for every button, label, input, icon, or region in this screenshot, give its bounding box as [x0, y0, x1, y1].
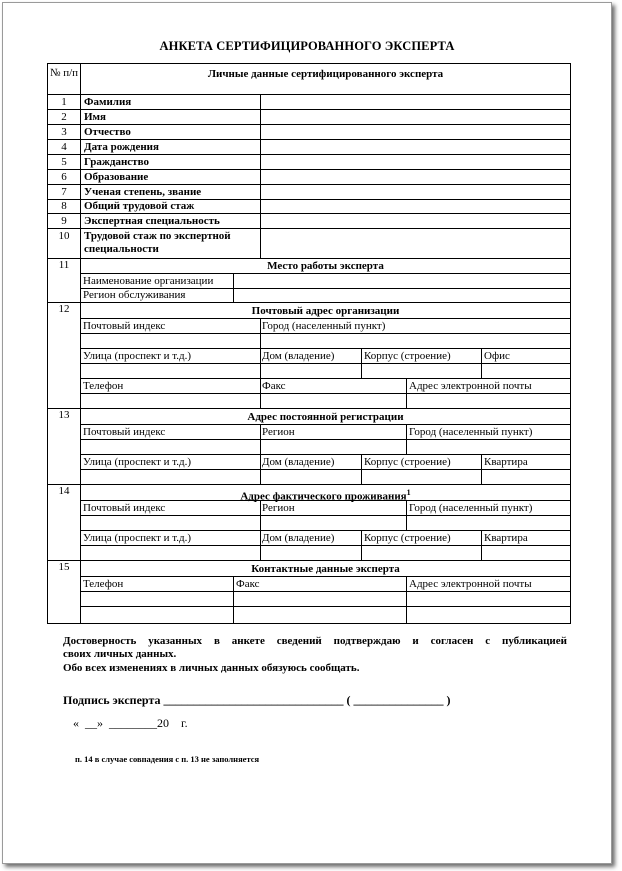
- row-number: 13: [58, 409, 70, 421]
- row-divider: [48, 302, 570, 303]
- field-label-education: Образование: [84, 171, 149, 183]
- field-label-office: Офис: [484, 350, 510, 362]
- column-divider: [406, 576, 407, 623]
- field-label-apartment: Квартира: [484, 532, 528, 544]
- row-number: 14: [58, 485, 70, 497]
- field-label-patronymic: Отчество: [84, 126, 131, 138]
- row-number: 9: [61, 215, 67, 227]
- row-number: 7: [61, 186, 67, 198]
- row-divider: [80, 500, 570, 501]
- field-label-name: Имя: [84, 111, 106, 123]
- row-divider: [80, 469, 570, 470]
- section-residence-title: Адрес фактического проживания$^1$: [240, 488, 411, 503]
- row-divider: [80, 393, 570, 394]
- row-divider: [48, 484, 570, 485]
- confirmation-line-2: своих личных данных.: [63, 648, 177, 660]
- row-number: 6: [61, 171, 67, 183]
- field-label-specialty: Экспертная специальность: [84, 215, 220, 227]
- field-label-phone: Телефон: [83, 380, 124, 392]
- field-label-phone: Телефон: [83, 578, 124, 590]
- section-org-address-title: Почтовый адрес организации: [251, 305, 400, 317]
- row-divider: [48, 213, 570, 214]
- row-number: 5: [61, 156, 67, 168]
- row-divider: [48, 560, 570, 561]
- column-divider: [233, 576, 234, 623]
- value-column-divider: [260, 94, 261, 258]
- row-divider: [48, 154, 570, 155]
- column-divider: [260, 318, 261, 378]
- row-number: 11: [58, 259, 70, 271]
- row-divider: [80, 378, 570, 379]
- row-number: 15: [58, 561, 70, 573]
- field-label-degree: Ученая степень, звание: [84, 186, 202, 198]
- notify-statement: Обо всех изменениях в личных данных обязуюсь сообщать.: [63, 662, 360, 674]
- footnote-mark: 1: [406, 488, 411, 497]
- row-divider: [80, 333, 570, 334]
- field-label-region: Регион: [262, 426, 295, 438]
- row-number: 12: [58, 303, 70, 315]
- field-label-surname: Фамилия: [84, 96, 132, 108]
- field-label-house: Дом (владение): [262, 532, 335, 544]
- field-label-house: Дом (владение): [262, 456, 335, 468]
- field-label-corpus: Корпус (строение): [364, 532, 451, 544]
- signature-line: Подпись эксперта ______________________________ ( _______________ ): [63, 693, 451, 707]
- row-divider: [48, 184, 570, 185]
- field-label-house: Дом (владение): [262, 350, 335, 362]
- field-label-fax: Факс: [262, 380, 286, 392]
- field-label-email: Адрес электронной почты: [409, 380, 532, 392]
- row-divider: [48, 109, 570, 110]
- date-line: « __» ________20 г.: [73, 716, 188, 730]
- row-number: 4: [61, 141, 67, 153]
- row-divider: [80, 530, 570, 531]
- field-label-street: Улица (проспект и т.д.): [83, 532, 192, 544]
- row-divider: [48, 258, 570, 259]
- row-number: 8: [61, 200, 67, 212]
- row-divider: [48, 408, 570, 409]
- field-label-specialty-experience: Трудовой стаж по экспертной: [84, 230, 231, 242]
- num-column-header: № п/п: [49, 67, 79, 79]
- field-label-city: Город (населенный пункт): [409, 502, 533, 514]
- field-label-specialty-experience-2: специальности: [84, 243, 159, 255]
- row-divider: [80, 454, 570, 455]
- document-title: АНКЕТА СЕРТИФИЦИРОВАННОГО ЭКСПЕРТА: [159, 39, 455, 53]
- row-divider: [80, 591, 570, 592]
- section-workplace-title: Место работы эксперта: [267, 260, 384, 272]
- field-label-citizenship: Гражданство: [84, 156, 149, 168]
- field-label-postal-index: Почтовый индекс: [83, 426, 166, 438]
- field-label-region: Регион обслуживания: [83, 289, 186, 301]
- row-number: 10: [58, 230, 70, 242]
- number-column-divider: [80, 64, 81, 623]
- expert-form-table: [47, 63, 571, 624]
- field-label-postal-index: Почтовый индекс: [83, 502, 166, 514]
- document-page: [2, 2, 612, 864]
- row-divider: [80, 424, 570, 425]
- field-label-email: Адрес электронной почты: [409, 578, 532, 590]
- row-divider: [80, 348, 570, 349]
- field-label-fax: Факс: [236, 578, 260, 590]
- row-divider: [48, 139, 570, 140]
- row-divider: [80, 363, 570, 364]
- row-divider: [80, 515, 570, 516]
- field-label-street: Улица (проспект и т.д.): [83, 350, 192, 362]
- field-label-region: Регион: [262, 502, 295, 514]
- field-label-city: Город (населенный пункт): [262, 320, 386, 332]
- field-label-apartment: Квартира: [484, 456, 528, 468]
- row-divider: [48, 169, 570, 170]
- row-divider: [48, 228, 570, 229]
- row-divider: [48, 94, 570, 95]
- field-label-corpus: Корпус (строение): [364, 456, 451, 468]
- field-label-city: Город (населенный пункт): [409, 426, 533, 438]
- row-divider: [80, 606, 570, 607]
- section-registration-title: Адрес постоянной регистрации: [247, 411, 404, 423]
- row-divider: [48, 124, 570, 125]
- row-divider: [80, 273, 570, 274]
- row-number: 2: [61, 111, 67, 123]
- row-divider: [80, 318, 570, 319]
- field-label-corpus: Корпус (строение): [364, 350, 451, 362]
- field-label-postal-index: Почтовый индекс: [83, 320, 166, 332]
- row-divider: [80, 545, 570, 546]
- row-divider: [80, 439, 570, 440]
- section-contacts-title: Контактные данные эксперта: [251, 563, 400, 575]
- row-number: 1: [61, 96, 67, 108]
- confirmation-line-1: Достоверность указанных в анкете сведений подтверждаю и согласен с публикацией: [63, 635, 567, 647]
- footnote-text: п. 14 в случае совпадения с п. 13 не заполняется: [75, 754, 260, 764]
- field-label-street: Улица (проспект и т.д.): [83, 456, 192, 468]
- field-label-total-experience: Общий трудовой стаж: [84, 200, 195, 212]
- field-label-birthdate: Дата рождения: [84, 141, 159, 153]
- row-divider: [80, 576, 570, 577]
- column-divider: [233, 273, 234, 302]
- row-number: 3: [61, 126, 67, 138]
- field-label-organization: Наименование организации: [83, 275, 214, 287]
- section-personal-title: Личные данные сертифицированного эксперта: [207, 68, 444, 80]
